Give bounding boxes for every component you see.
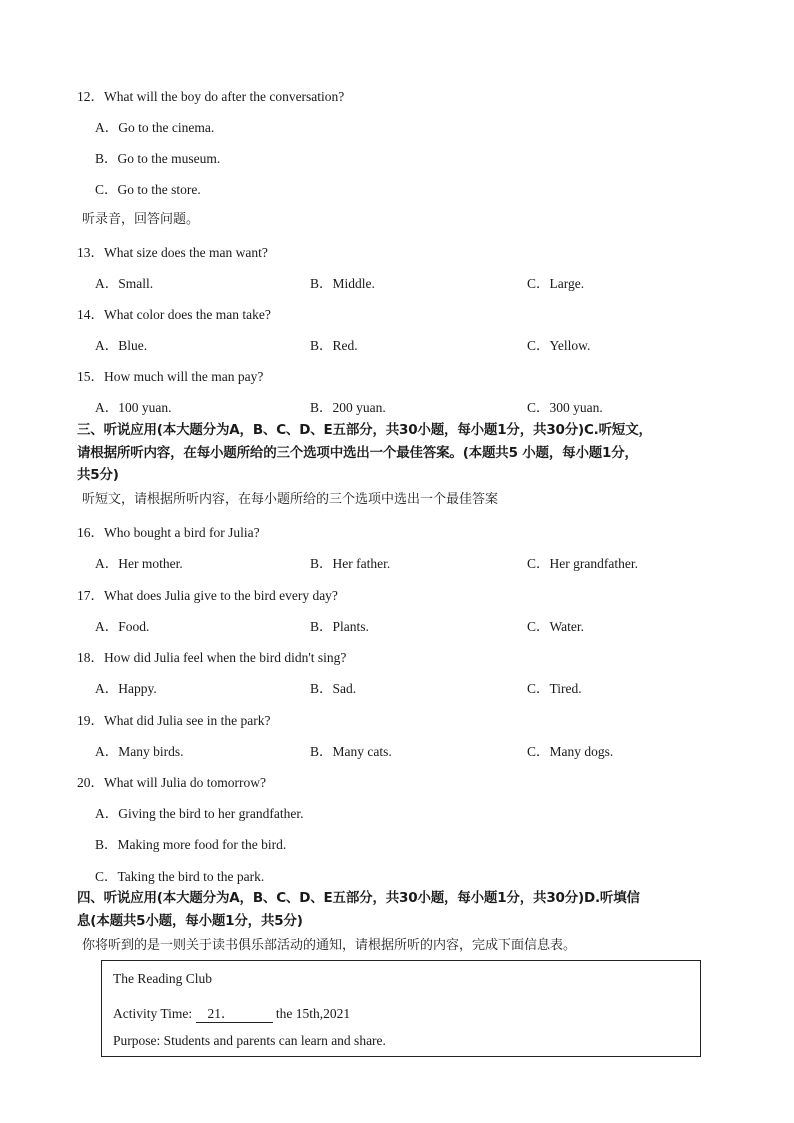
section-4-heading-line2: 息(本题共5小题，每小题1分，共5分): [77, 912, 303, 929]
q15-option-c[interactable]: C．300 yuan.: [527, 400, 603, 415]
q12-option-b[interactable]: B．Go to the museum.: [95, 151, 221, 166]
question-12: 12．What will the boy do after the conversation?: [77, 89, 345, 104]
blank-number: 21．: [207, 1006, 235, 1021]
section-3-heading-line2: 请根据所听内容，在每小题所给的三个选项中选出一个最佳答案。(本题共5 小题，每小题1分，: [77, 444, 638, 461]
q12-option-a[interactable]: A．Go to the cinema.: [95, 120, 215, 135]
q16-option-b[interactable]: B．Her father.: [310, 556, 391, 571]
reading-club-info-table: [101, 960, 701, 1057]
table-title: The Reading Club: [113, 971, 212, 986]
question-15: 15．How much will the man pay?: [77, 369, 264, 384]
answer-blank-21[interactable]: [196, 1002, 273, 1023]
section-3-heading-line1: 三、听说应用(本大题分为A，B、C、D、E五部分，共30小题，每小题1分，共30分)C.听短文，: [77, 422, 652, 438]
section-3-instruction: 听短文，请根据所听内容，在每小题所给的三个选项中选出一个最佳答案: [82, 492, 499, 507]
q20-option-b[interactable]: B．Making more food for the bird.: [95, 837, 287, 852]
q19-option-b[interactable]: B．Many cats.: [310, 744, 392, 759]
section-4-heading: [77, 887, 757, 932]
q17-option-c[interactable]: C．Water.: [527, 619, 585, 634]
question-13: 13．What size does the man want?: [77, 245, 268, 260]
q15-option-b[interactable]: B．200 yuan.: [310, 400, 386, 415]
q16-option-a[interactable]: A．Her mother.: [95, 556, 183, 571]
question-14: 14．What color does the man take?: [77, 307, 271, 322]
q19-option-c[interactable]: C．Many dogs.: [527, 744, 614, 759]
q13-option-a[interactable]: A．Small.: [95, 276, 154, 291]
listening-instruction: 听录音，回答问题。: [82, 212, 200, 227]
q14-option-c[interactable]: C．Yellow.: [527, 338, 591, 353]
question-19: 19．What did Julia see in the park?: [77, 713, 271, 728]
question-20: 20．What will Julia do tomorrow?: [77, 775, 266, 790]
question-16: 16．Who bought a bird for Julia?: [77, 525, 260, 540]
q13-option-b[interactable]: B．Middle.: [310, 276, 375, 291]
question-18: 18．How did Julia feel when the bird didn't sing?: [77, 650, 347, 665]
section-4-heading-line1: 四、听说应用(本大题分为A，B、C、D、E五部分，共30小题，每小题1分，共30分)D.听填信: [77, 890, 640, 906]
q20-option-a[interactable]: A．Giving the bird to her grandfather.: [95, 806, 304, 821]
section-4-instruction: 你将听到的是一则关于读书俱乐部活动的通知，请根据所听的内容，完成下面信息表。: [82, 938, 577, 953]
q17-option-a[interactable]: A．Food.: [95, 619, 150, 634]
q14-option-b[interactable]: B．Red.: [310, 338, 358, 353]
section-3-heading-line3: 共5分): [77, 467, 119, 483]
q19-option-a[interactable]: A．Many birds.: [95, 744, 184, 759]
q18-option-a[interactable]: A．Happy.: [95, 681, 157, 696]
activity-time-label: Activity Time:: [113, 1006, 196, 1021]
q12-option-c[interactable]: C．Go to the store.: [95, 182, 201, 197]
q18-option-c[interactable]: C．Tired.: [527, 681, 582, 696]
q13-option-c[interactable]: C．Large.: [527, 276, 585, 291]
section-3-heading: [77, 419, 757, 487]
purpose-row: Purpose: Students and parents can learn and share.: [113, 1033, 386, 1048]
q14-option-a[interactable]: A．Blue.: [95, 338, 148, 353]
q16-option-c[interactable]: C．Her grandfather.: [527, 556, 638, 571]
activity-time-suffix: the 15th,2021: [272, 1006, 351, 1021]
q18-option-b[interactable]: B．Sad.: [310, 681, 357, 696]
question-17: 17．What does Julia give to the bird every day?: [77, 588, 338, 603]
activity-time-row: [113, 1002, 350, 1023]
q17-option-b[interactable]: B．Plants.: [310, 619, 369, 634]
q20-option-c[interactable]: C．Taking the bird to the park.: [95, 869, 265, 884]
q15-option-a[interactable]: A．100 yuan.: [95, 400, 172, 415]
